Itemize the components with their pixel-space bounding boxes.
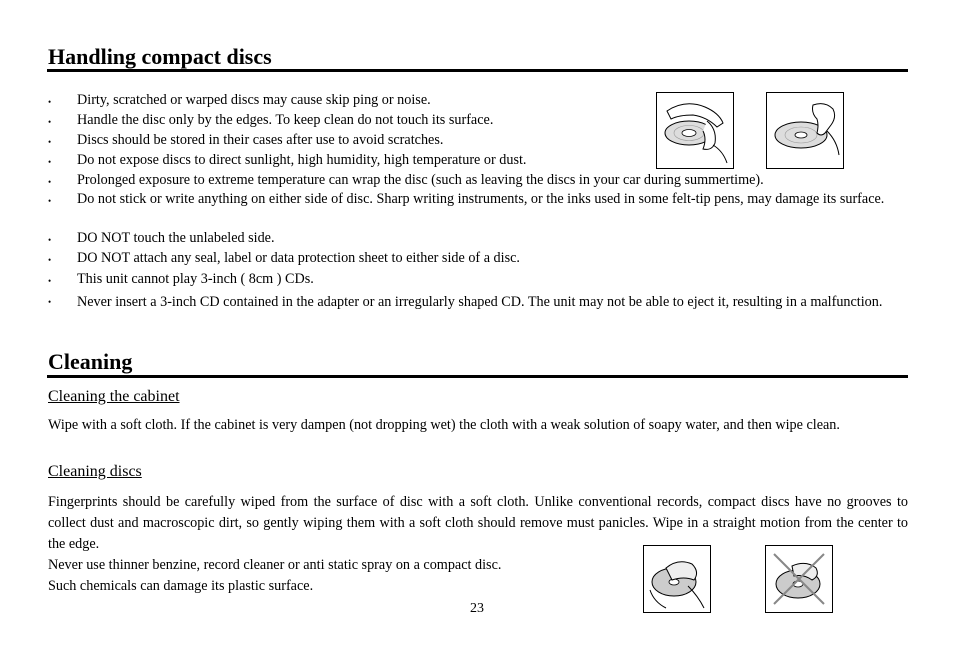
subheading-cleaning-cabinet: Cleaning the cabinet: [48, 388, 180, 405]
discs-warning-line: Never use thinner benzine, record cleaner or anti static spray on a compact disc.: [48, 557, 502, 573]
list-item: • Dirty, scratched or warped discs may cause skip ping or noise.: [48, 92, 908, 112]
bullet-icon: •: [48, 137, 52, 147]
discs-warning-line: Such chemicals can damage its plastic surface.: [48, 578, 314, 594]
list-item: • Handle the disc only by the edges. To keep clean do not touch its surface.: [48, 112, 908, 132]
bullet-icon: •: [48, 177, 52, 187]
page-number: 23: [470, 601, 484, 616]
list-item: • Do not expose discs to direct sunlight, high humidity, high temperature or dust.: [48, 152, 908, 172]
subheading-cleaning-discs: Cleaning discs: [48, 463, 142, 480]
bullet-icon: •: [48, 97, 52, 107]
list-item: • DO NOT attach any seal, label or data protection sheet to either side of a disc.: [48, 250, 908, 271]
bullet-icon: •: [48, 235, 52, 245]
disc-edge-grip-illustration: [656, 92, 734, 169]
list-item: • Do not stick or write anything on either side of disc. Sharp writing instruments, or the inks used in some felt-tip pens, may damage its surface.: [48, 191, 908, 230]
list-item: • This unit cannot play 3-inch ( 8cm ) CDs.: [48, 271, 908, 292]
discs-paragraph: Fingerprints should be carefully wiped from the surface of disc with a soft cloth. Unlike conventional records, compact discs have no grooves to collect dust and macroscopic dirt, so gently wiping them with a soft cloth should remove must panicles. Wipe in a straight motion from the center to the edge.: [48, 494, 908, 552]
section-title-cleaning: Cleaning: [48, 349, 133, 374]
bullet-icon: •: [48, 255, 52, 265]
section-title-handling: Handling compact discs: [48, 44, 272, 69]
bullet-icon: •: [48, 276, 52, 286]
list-item: • Prolonged exposure to extreme temperature can wrap the disc (such as leaving the discs in your car during summertime).: [48, 172, 908, 191]
list-item: • DO NOT touch the unlabeled side.: [48, 230, 908, 250]
disc-hold-illustration: [766, 92, 844, 169]
bullet-icon: •: [48, 117, 52, 127]
bullet-icon: •: [48, 157, 52, 167]
cabinet-paragraph: Wipe with a soft cloth. If the cabinet is very dampen (not dropping wet) the cloth with a weak solution of soapy water, and then wipe clean.: [48, 417, 840, 433]
section-rule: [47, 69, 908, 72]
list-item: • Never insert a 3-inch CD contained in the adapter or an irregularly shaped CD. The unit may not be able to eject it, resulting in a malfunction.: [48, 292, 908, 312]
bullet-icon: •: [48, 196, 52, 206]
section-rule: [47, 375, 908, 378]
list-item: • Discs should be stored in their cases after use to avoid scratches.: [48, 132, 908, 152]
bullet-icon: •: [48, 297, 52, 307]
